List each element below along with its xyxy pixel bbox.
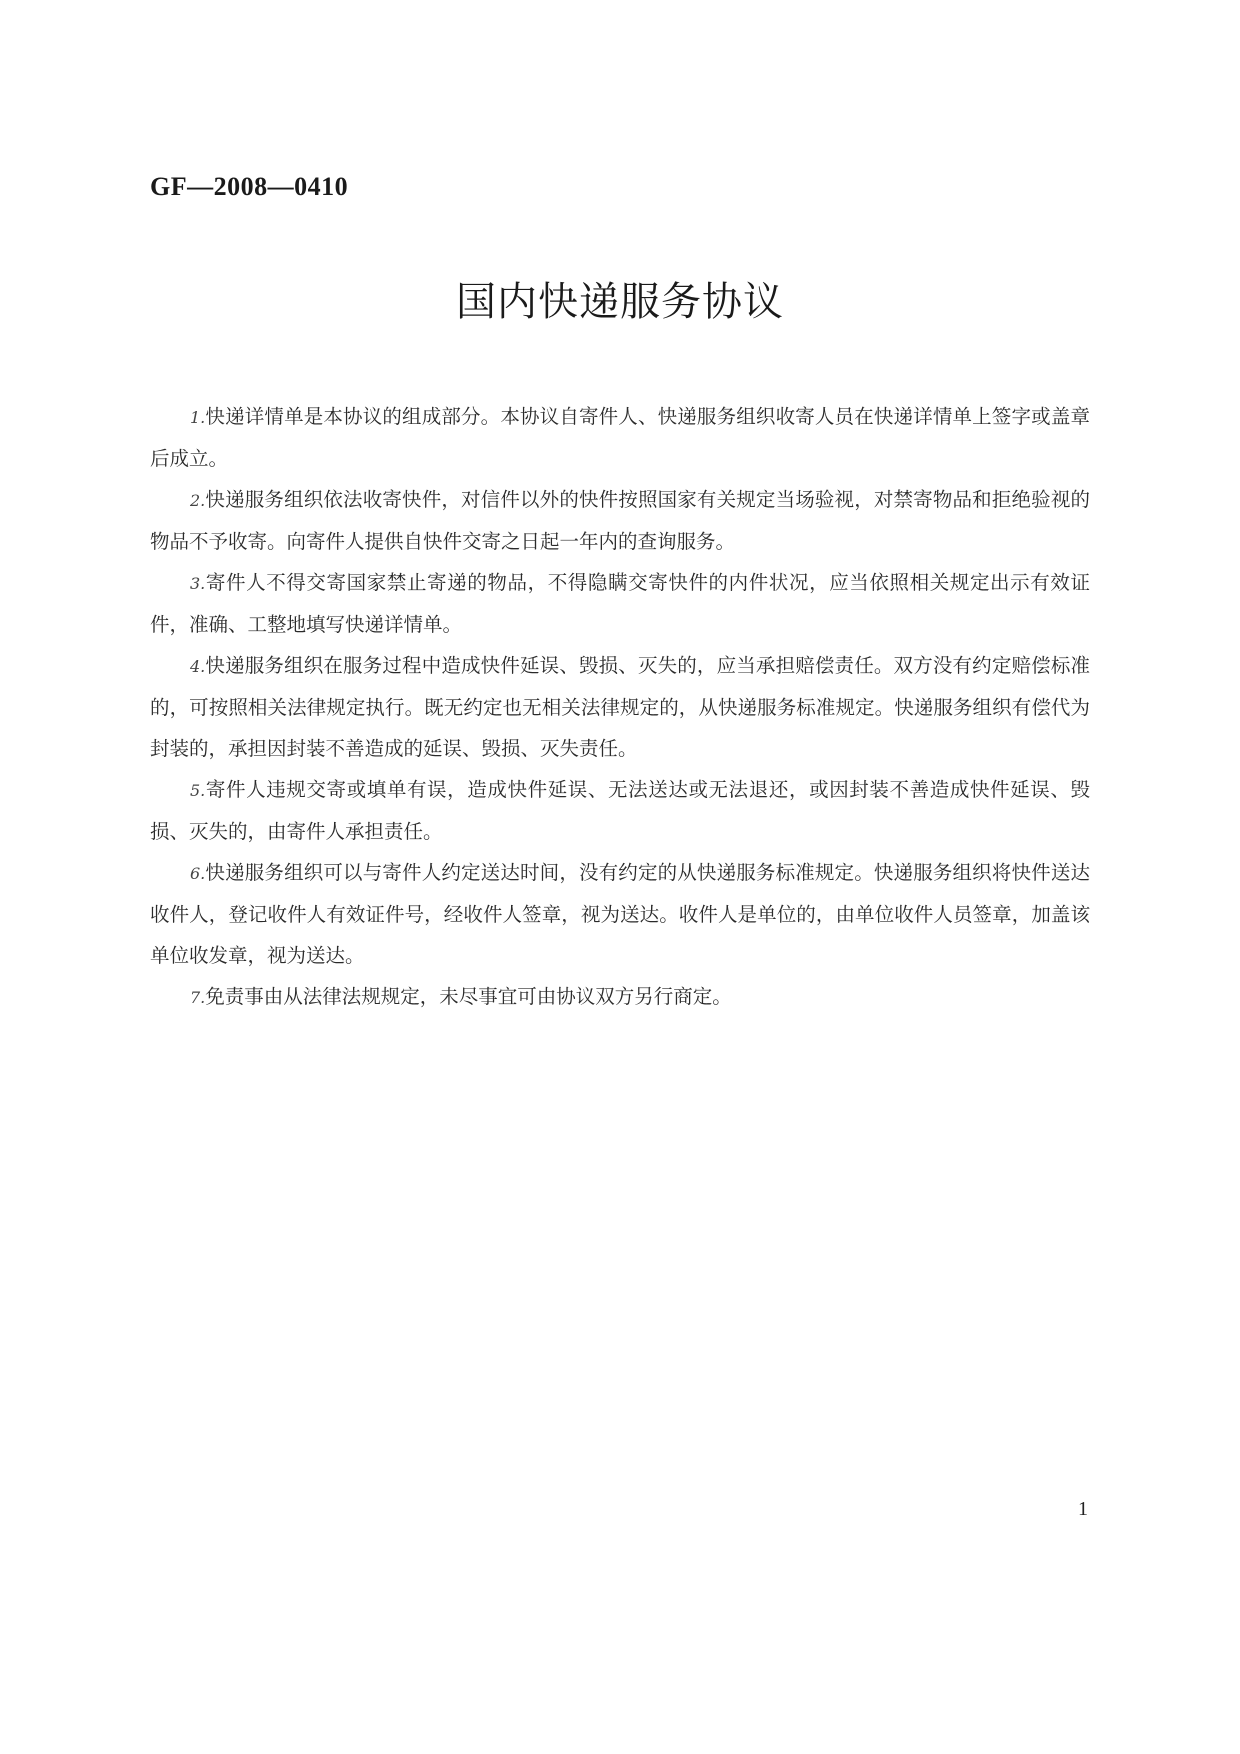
page-number: 1 bbox=[1078, 1498, 1088, 1520]
clause-text: 快递服务组织可以与寄件人约定送达时间，没有约定的从快递服务标准规定。快递服务组织将快件送达收件人，登记收件人有效证件号，经收件人签章，视为送达。收件人是单位的，由单位收件人员签章，加盖该单位收发章，视为送达。 bbox=[150, 861, 1090, 967]
clause-text: 寄件人违规交寄或填单有误，造成快件延误、无法送达或无法退还，或因封装不善造成快件延误、毁损、灭失的，由寄件人承担责任。 bbox=[150, 778, 1090, 843]
clause-1 bbox=[150, 396, 1090, 479]
clause-number: 2. bbox=[190, 491, 206, 510]
clause-text: 快递服务组织在服务过程中造成快件延误、毁损、灭失的，应当承担赔偿责任。双方没有约定赔偿标准的，可按照相关法律规定执行。既无约定也无相关法律规定的，从快递服务标准规定。快递服务组织有偿代为封装的，承担因封装不善造成的延误、毁损、灭失责任。 bbox=[150, 654, 1090, 760]
clause-number: 7. bbox=[190, 988, 206, 1007]
clause-number: 1. bbox=[190, 408, 206, 427]
clause-text: 快递服务组织依法收寄快件，对信件以外的快件按照国家有关规定当场验视，对禁寄物品和拒绝验视的物品不予收寄。向寄件人提供自快件交寄之日起一年内的查询服务。 bbox=[150, 488, 1090, 553]
clause-number: 5. bbox=[190, 781, 206, 800]
clause-6 bbox=[150, 852, 1090, 976]
clause-number: 4. bbox=[190, 657, 206, 676]
clause-number: 6. bbox=[190, 864, 206, 883]
clause-text: 快递详情单是本协议的组成部分。本协议自寄件人、快递服务组织收寄人员在快递详情单上签字或盖章后成立。 bbox=[150, 405, 1090, 470]
clause-number: 3. bbox=[190, 574, 206, 593]
clause-2 bbox=[150, 479, 1090, 562]
clause-text: 寄件人不得交寄国家禁止寄递的物品，不得隐瞒交寄快件的内件状况，应当依照相关规定出示有效证件，准确、工整地填写快递详情单。 bbox=[150, 571, 1090, 636]
clause-5 bbox=[150, 769, 1090, 852]
agreement-body bbox=[150, 396, 1090, 1018]
clause-text: 免责事由从法律法规规定，未尽事宜可由协议双方另行商定。 bbox=[205, 985, 732, 1008]
clause-7 bbox=[150, 976, 1090, 1018]
clause-4 bbox=[150, 645, 1090, 769]
clause-3 bbox=[150, 562, 1090, 645]
document-title: 国内快递服务协议 bbox=[456, 279, 784, 325]
document-code: GF—2008—0410 bbox=[150, 172, 349, 201]
